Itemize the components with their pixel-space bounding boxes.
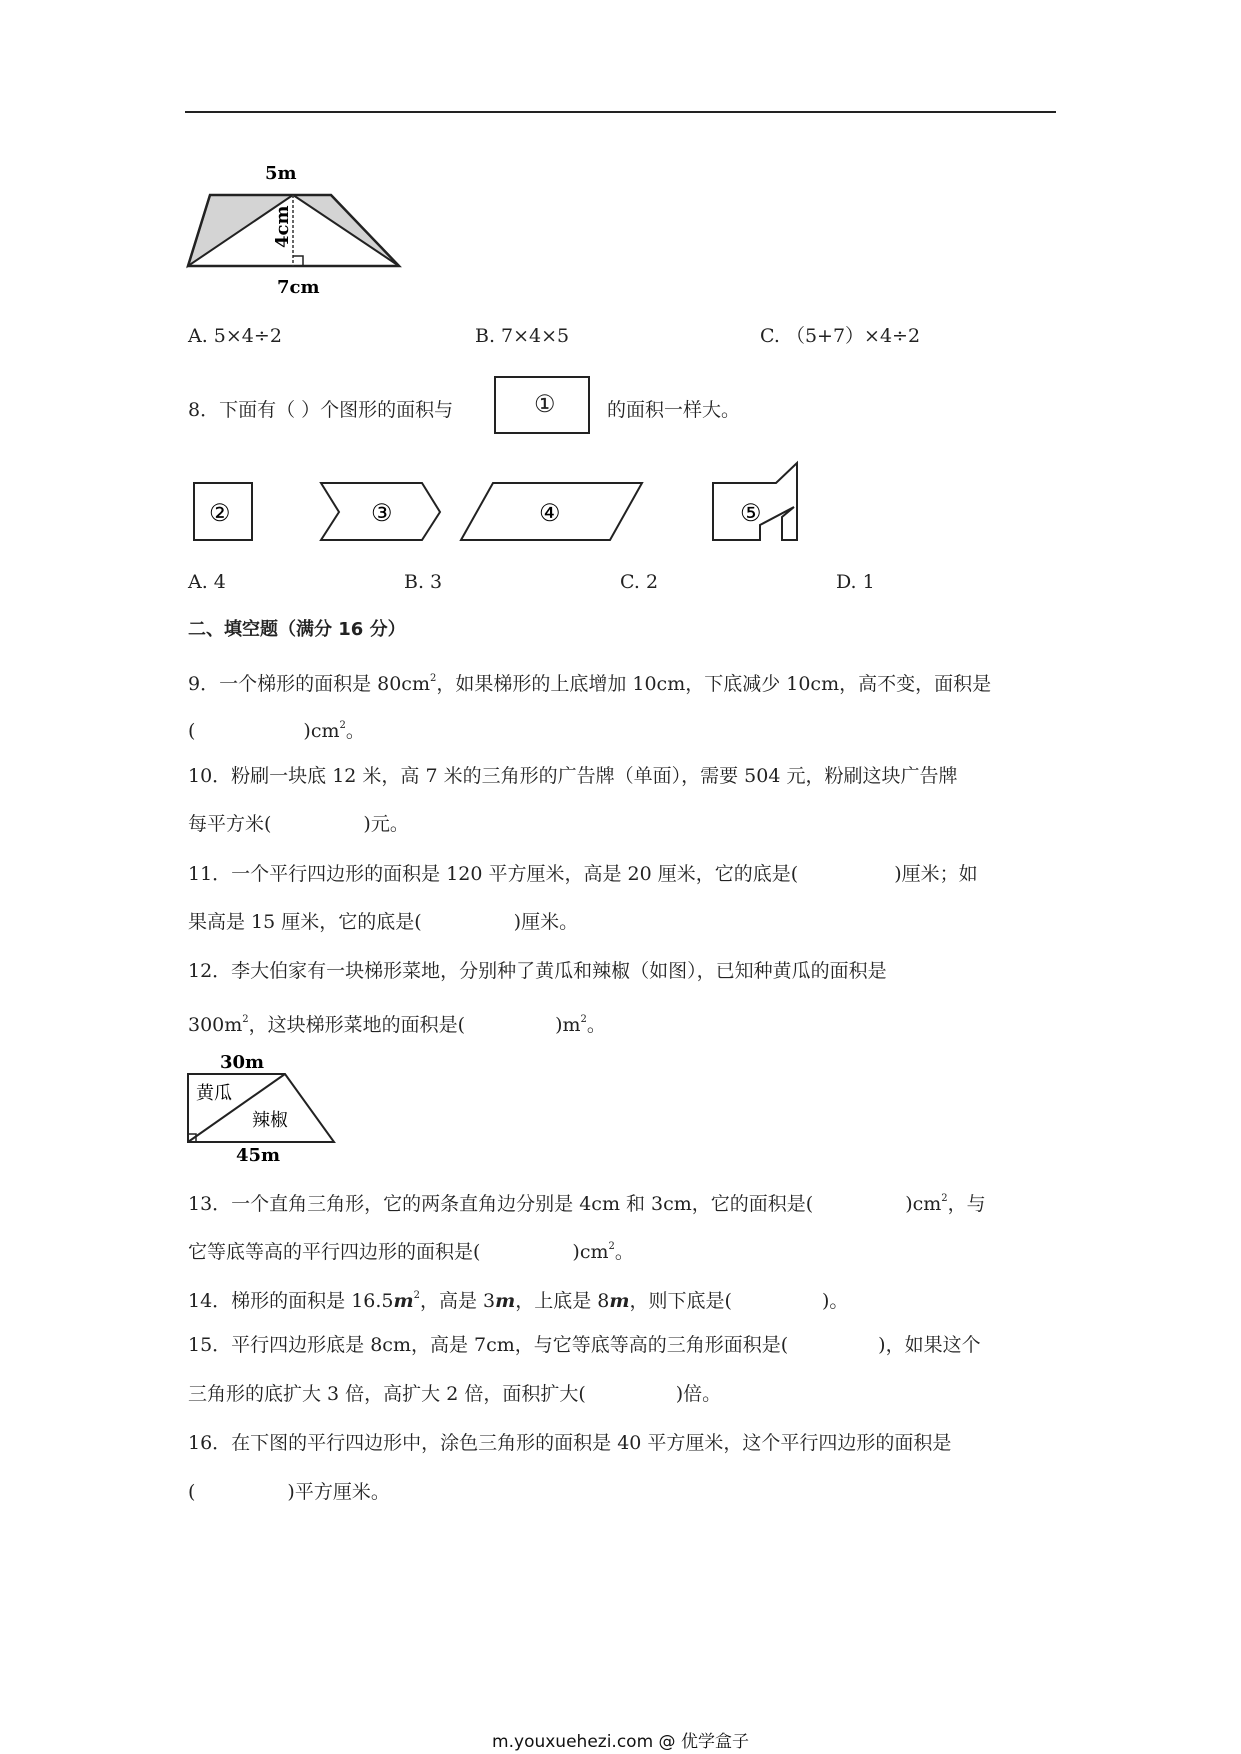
q8-shapes: [180, 455, 820, 550]
q14-line: [188, 1282, 848, 1315]
q14-sup: 2: [413, 1290, 421, 1301]
q11-close2: )厘米。: [513, 911, 579, 933]
q16-close: )平方厘米。: [287, 1481, 390, 1503]
q11-text2: 果高是 15 厘米，它的底是(: [188, 911, 422, 933]
q13-close1: )cm: [905, 1193, 942, 1215]
page-footer: m.youxuehezi.com @ 优学盒子: [492, 1732, 749, 1752]
shape-label-2: ②: [209, 499, 231, 527]
q8-option-a: A. 4: [188, 571, 226, 593]
q14-text1: 14．梯形的面积是 16.5: [188, 1290, 394, 1312]
q12-end: 。: [586, 1014, 606, 1036]
q14-text5: )。: [821, 1290, 849, 1312]
q15-line1: [188, 1331, 981, 1359]
q9-sup: 2: [429, 673, 437, 684]
q9-line2: [188, 712, 365, 745]
q14-unit1: m: [393, 1290, 414, 1312]
shape-label-1: ①: [534, 390, 556, 418]
q11-line2: [188, 908, 578, 936]
q14-unit2: m: [495, 1290, 516, 1312]
shaded-right-triangle: [293, 195, 399, 266]
q12-line1: 12．李大伯家有一块梯形菜地，分别种了黄瓜和辣椒（如图），已知种黄瓜的面积是: [188, 960, 887, 982]
q9-line1-rest: ，如果梯形的上底增加 10cm，下底减少 10cm，高不变，面积是: [436, 673, 992, 695]
q10-line2: [188, 810, 409, 838]
q12-sup2: 2: [580, 1014, 587, 1025]
q12-close: )m: [555, 1014, 581, 1036]
shape-label-3: ③: [371, 499, 393, 527]
q15-text1: 15．平行四边形底是 8cm，高是 7cm，与它等底等高的三角形面积是(: [188, 1334, 789, 1356]
q13-sup2: 2: [608, 1241, 615, 1252]
q10-close: )元。: [363, 813, 409, 835]
q14-text2: ，高是 3: [420, 1290, 496, 1312]
q10-text: 每平方米(: [188, 813, 272, 835]
q9-line2-end: 。: [345, 720, 365, 742]
q14-text4: ，则下底是(: [629, 1290, 732, 1312]
q11-line1: [188, 860, 978, 888]
q15-line2: [188, 1380, 721, 1408]
q9-blank-open: (: [188, 720, 196, 742]
q13-end1: ，与: [947, 1193, 986, 1215]
q8-option-c: C. 2: [620, 571, 659, 593]
q16-open: (: [188, 1481, 196, 1503]
q9-blank-close: )cm: [303, 720, 340, 742]
q13-text2: 它等底等高的平行四边形的面积是(: [188, 1241, 481, 1263]
q8-text-after: 的面积一样大。: [607, 399, 741, 421]
q13-text1: 13．一个直角三角形，它的两条直角边分别是 4cm 和 3cm，它的面积是(: [188, 1193, 814, 1215]
q7-option-b: B. 7×4×5: [475, 325, 570, 347]
shape-label-5: ⑤: [740, 499, 762, 527]
q13-close2: )cm: [572, 1241, 609, 1263]
q15-close2: )倍。: [675, 1383, 722, 1405]
figure-q12-trapezoid: [180, 1050, 350, 1165]
q13-end2: 。: [614, 1241, 634, 1263]
q9-sup-2: 2: [339, 720, 346, 731]
label-top-30m: 30m: [220, 1052, 265, 1073]
right-angle-mark: [293, 256, 303, 266]
label-height-4cm: 4cm: [272, 205, 293, 248]
section-2-title: 二、填空题（满分 16 分）: [188, 619, 406, 640]
q12-text: ，这块梯形菜地的面积是(: [248, 1014, 466, 1036]
q8-text-before: 8．下面有（ ）个图形的面积与: [188, 399, 454, 421]
label-top-5m: 5m: [265, 163, 297, 184]
q9-line1-text: 9．一个梯形的面积是 80cm: [188, 673, 430, 695]
q12-sup1: 2: [242, 1014, 249, 1025]
q7-option-a: A. 5×4÷2: [188, 325, 282, 347]
q13-line1: [188, 1185, 986, 1218]
q14-unit3: m: [609, 1290, 630, 1312]
q15-text2: 三角形的底扩大 3 倍，高扩大 2 倍，面积扩大(: [188, 1383, 586, 1405]
shape-label-4: ④: [539, 499, 561, 527]
label-bottom-7cm: 7cm: [277, 277, 320, 298]
q16-line1: 16．在下图的平行四边形中，涂色三角形的面积是 40 平方厘米，这个平行四边形的面积是: [188, 1432, 952, 1454]
q13-sup1: 2: [941, 1193, 948, 1204]
q11-close1: )厘米；如: [894, 863, 978, 885]
q16-line2: [188, 1478, 390, 1506]
q10-line1: 10．粉刷一块底 12 米，高 7 米的三角形的广告牌（单面），需要 504 元，粉刷这块广告牌: [188, 765, 958, 787]
figure-q7-trapezoid: [180, 160, 420, 300]
q15-close1: )，如果这个: [878, 1334, 981, 1356]
q12-line2: [188, 1006, 606, 1039]
header-rule: [185, 111, 1056, 113]
q14-text3: ，上底是 8: [515, 1290, 610, 1312]
label-region-cucumber: 黄瓜: [196, 1083, 232, 1104]
q13-line2: [188, 1233, 634, 1266]
q7-option-c: C. （5+7）×4÷2: [760, 325, 921, 347]
q12-area-value: 300m: [188, 1014, 243, 1036]
label-bottom-45m: 45m: [236, 1145, 281, 1165]
q8-reference-rectangle: [494, 376, 590, 434]
q9-line1: [188, 665, 991, 698]
q11-text1: 11．一个平行四边形的面积是 120 平方厘米，高是 20 厘米，它的底是(: [188, 863, 799, 885]
q8-option-b: B. 3: [404, 571, 443, 593]
label-region-pepper: 辣椒: [252, 1110, 288, 1131]
q8-option-d: D. 1: [836, 571, 875, 593]
